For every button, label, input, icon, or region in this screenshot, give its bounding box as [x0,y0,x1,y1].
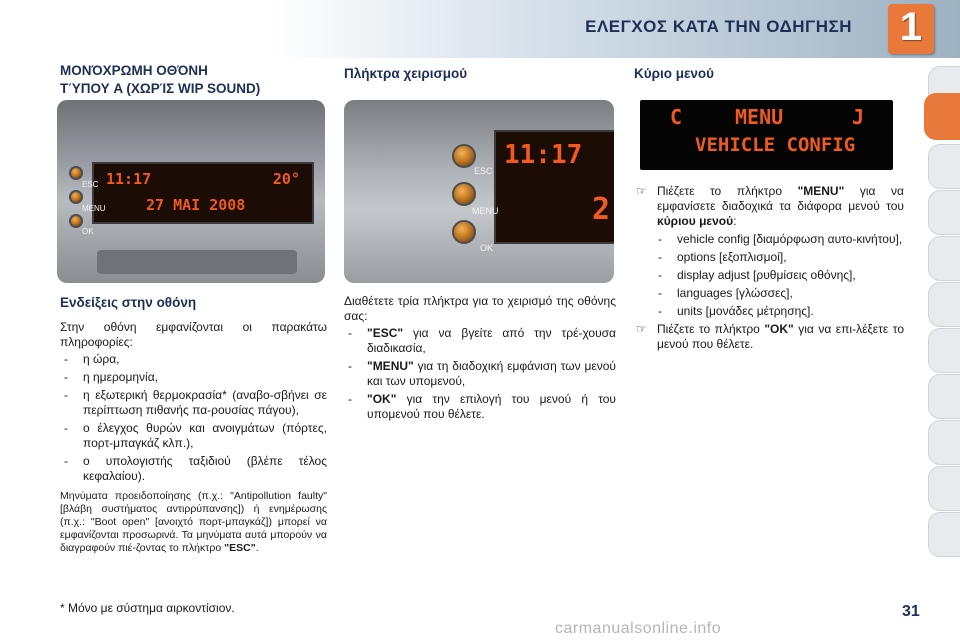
menu-button[interactable] [69,190,83,204]
lcd-time: 11:17 [106,170,152,188]
index-tab[interactable] [928,374,960,419]
page-number: 31 [902,603,920,620]
index-tab[interactable] [928,190,960,235]
section-heading-main-menu: Κύριο μενού [634,66,714,81]
index-tab[interactable] [928,328,960,373]
esc-label: ESC [474,166,493,176]
intro-text: Στην οθόνη εμφανίζονται οι παρακάτω πληροφορίες: [60,320,327,349]
index-tab[interactable] [928,236,960,281]
esc-button[interactable] [452,144,476,168]
list-item: - vehicle config [διαμόρφωση αυτο-κινήτου], [654,232,904,247]
menu-button[interactable] [452,182,476,206]
right-body [634,184,904,352]
menu-label: MENU [82,204,106,213]
list-item: - η ώρα, [60,352,327,367]
list-item [344,326,616,356]
text: Πιέζετε το πλήκτρο [657,322,765,336]
key-desc: για τη διαδοχική εμφάνιση των μενού και των υπομενού, [367,359,616,388]
list-item: - languages [γλώσσες], [654,286,904,301]
watermark-source: carmanualsonline.info [555,620,722,637]
esc-button[interactable] [69,166,83,180]
index-tab[interactable] [928,466,960,511]
pointer-icon: ☞ [636,184,647,198]
screen-bracket-right: J [852,105,865,129]
list-item: - η εξωτερική θερμοκρασία* (αναβο-σβήνει σε περίπτωση πιθανής πα-ρουσίας πάγου), [60,388,327,418]
list-item: - η ημερομηνία, [60,370,327,385]
key-label: "OK" [367,392,397,406]
lcd-time: 11:17 [504,140,583,170]
list-item: - ο υπολογιστής ταξιδιού (βλέπε τέλος κεφαλαίου). [60,454,327,484]
middle-body [344,294,616,422]
text: : [733,214,737,228]
list-item [344,359,616,389]
index-tab[interactable] [928,282,960,327]
index-tab-active[interactable] [924,93,960,140]
heading-line: ΤΎΠΟΥ A (ΧΩΡΊΣ WIP SOUND) [60,81,261,96]
screen-bracket-left: C [670,105,683,129]
text: για να επι-λέξετε το μενού που θέλετε. [657,322,904,351]
warning-note [60,490,327,555]
section-heading-monochrome [60,62,330,98]
chapter-number: 1 [899,5,923,49]
chapter-title: ΕΛΕΓΧΟΣ ΚΑΤΑ ΤΗΝ ΟΔΗΓΗΣΗ [585,17,852,36]
ok-button[interactable] [452,220,476,244]
menu-screen-photo [640,100,893,170]
dashboard-display-photo [57,100,325,283]
heading-line: ΜΟΝΌΧΡΩΜΗ ΟΘΌΝΗ [60,63,208,78]
key-label: "MENU" [797,184,845,198]
list-item: - display adjust [ρυθμίσεις οθόνης], [654,268,904,283]
key-desc: για την επιλογή του μενού ή του υπομενού που θέλετε. [367,392,616,421]
closeup-lcd [494,130,614,244]
lcd-date: 27 MAI 2008 [146,196,246,214]
key-desc: για να βγείτε από την τρέ-χουσα διαδικασία, [367,326,616,355]
list-item: - options [εξοπλισμοί], [654,250,904,265]
footnote: * Μόνο με σύστημα αιρκοντίσιον. [60,601,235,615]
index-tab[interactable] [928,420,960,465]
key-label: "ESC" [367,326,404,340]
text: Πιέζετε το πλήκτρο [657,184,798,198]
left-body [60,320,327,555]
list-item: - units [μονάδες μέτρησης]. [654,304,904,319]
note-text: Μηνύματα προειδοποίησης (π.χ.: "Antipollution faulty" [βλάβη συστήματος αντιρρύπανσης]) ή ενημέρωσης (π.χ.: "Boot open" [ανοιχτό πορτ-μπαγκάζ]) μπορεί να εμφανίζονται προσωρινά. Τα μηνύματα αυτά μπορούν να διαγραφούν πιέ-ζοντας το πλήκτρο [60,490,327,554]
screen-vehicle-config: VEHICLE CONFIG [695,134,856,156]
note-key: "ESC" [224,542,256,554]
subheading-display-info: Ενδείξεις στην οθόνη [60,295,197,310]
control-buttons-photo [344,100,614,283]
hazard-switch-strip [97,250,297,274]
keys-list [344,326,616,422]
lcd-temperature: 20° [272,170,300,188]
section-heading-controls: Πλήκτρα χειρισμού [344,66,468,81]
esc-label: ESC [82,180,99,189]
list-item: - ο έλεγχος θυρών και ανοιγμάτων (πόρτες, πορτ-μπαγκάζ κλπ.), [60,421,327,451]
instruction-ok [634,322,904,352]
index-tab[interactable] [928,144,960,189]
pointer-icon: ☞ [636,322,647,336]
menu-label: MENU [472,206,499,216]
list-item [344,392,616,422]
instruction-menu [634,184,904,229]
index-tab[interactable] [928,512,960,557]
bold-term: κύριου μενού [657,214,734,228]
ok-label: OK [82,227,94,236]
lcd-digit: 2 [592,192,611,227]
key-label: "OK" [764,322,794,336]
text: για να εμφανίσετε διαδοχικά τα διάφορα μενού του [657,184,904,213]
monochrome-lcd [92,162,314,224]
screen-menu-label: MENU [735,105,784,129]
display-info-list [60,352,327,484]
ok-label: OK [480,243,494,253]
intro-text: Διαθέτετε τρία πλήκτρα για το χειρισμό της οθόνης σας: [344,294,616,323]
ok-button[interactable] [69,214,83,228]
note-end: . [255,542,259,554]
key-label: "MENU" [367,359,414,373]
main-menu-list [634,232,904,319]
